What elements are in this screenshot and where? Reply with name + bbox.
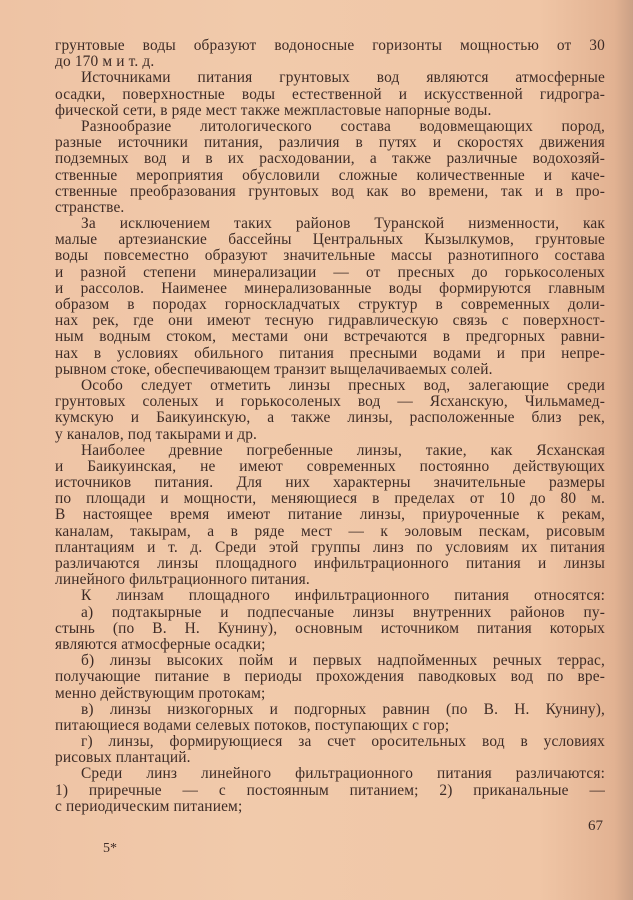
text-line: разные источники питания, различия в путях и скоростях движения [55, 134, 605, 152]
text-line: ственные мероприятия обусловили сложные количественные и каче- [55, 166, 605, 184]
text-line: фической сети, в ряде мест также межпластовые напорные воды. [55, 101, 492, 119]
text-line: За исключением таких районов Туранской низменности, как [81, 215, 605, 233]
text-line: осадки, поверхностные воды естественной и искусственной гидрогра- [55, 85, 605, 103]
signature-mark: 5* [103, 841, 117, 856]
text-line: получающие питание в периоды прохождения паводковых вод по вре- [55, 668, 605, 686]
text-line: Источниками питания грунтовых вод являются атмосферные [81, 69, 605, 87]
text-line: различаются линзы площадного инфильтрационного питания и линзы [55, 555, 605, 572]
text-line: малые артезианские бассейны Центральных Кызылкумов, грунтовые [55, 231, 605, 249]
text-line: г) линзы, формирующиеся за счет оросительных вод в условиях [81, 733, 605, 751]
text-line: до 170 м и т. д. [55, 53, 155, 71]
text-line: подземных вод и в их расходовании, а также различные водохозяй- [55, 150, 605, 168]
text-line: и Баикуинская, не имеют современных постоянно действующих [55, 457, 605, 475]
text-line: Среди линз линейного фильтрационного питания различаются: [81, 765, 605, 783]
text-line: источников питания. Для них характерны значительные размеры [55, 474, 605, 492]
text-line: грунтовые воды образуют водоносные горизонты мощностью от 30 [55, 37, 605, 54]
text-line: Наиболее древние погребенные линзы, такие, как Ясханская [81, 441, 605, 459]
text-line: воды повсеместно образуют значительные массы разнотипного состава [55, 247, 605, 265]
text-line: стынь (по В. Н. Кунину), основным источником питания которых [55, 619, 605, 637]
page-number: 67 [588, 818, 603, 834]
text-line: и рассолов. Наименее минерализованные воды формируются главным [55, 279, 605, 297]
text-line: плантациям и т. д. Среди этой группы линз по условиям их питания [55, 538, 605, 556]
text-line: нах рек, где они имеют тесную гидравлическую связь с поверхност- [55, 312, 605, 330]
text-line: а) подтакырные и подпесчаные линзы внутренних районов пу- [81, 603, 605, 621]
text-line: К линзам площадного инфильтрационного питания относятся: [81, 587, 605, 605]
text-line: б) линзы высоких пойм и первых надпойменных речных террас, [81, 652, 605, 670]
text-line: питающиеся водами селевых потоков, поступающих с гор; [55, 716, 450, 734]
text-line: странстве. [55, 198, 125, 216]
body-text [55, 38, 605, 815]
text-line: Особо следует отметить линзы пресных вод, залегающие среди [81, 376, 605, 394]
text-line: ственные преобразования грунтовых вод как во времени, так и в про- [55, 182, 605, 200]
text-line: с периодическим питанием; [55, 797, 243, 815]
text-line: ным водным стоком, местами они встречаются в предгорных равни- [55, 328, 605, 346]
text-line: нах в условиях обильного питания пресными водами и при непре- [55, 344, 605, 362]
text-line: в) линзы низкогорных и подгорных равнин (по В. Н. Кунину), [81, 700, 605, 718]
text-line: грунтовых соленых и горькосоленых вод — Ясханскую, Чильмамед- [55, 393, 605, 411]
text-line: рывном стоке, обеспечивающем транзит выщелачиваемых солей. [55, 360, 493, 378]
text-line: Разнообразие литологического состава водовмещающих пород, [81, 117, 605, 135]
text-line: рисовых плантаций. [55, 749, 191, 767]
text-line: образом в породах горноскладчатых структур в современных доли- [55, 296, 605, 313]
text-line: являются атмосферные осадки; [55, 635, 266, 653]
text-line: менно действующим протокам; [55, 684, 266, 702]
text-line: каналам, такырам, а в ряде мест — к эоловым пескам, рисовым [55, 522, 605, 540]
text-line: кумскую и Баикуинскую, а также линзы, расположенные близ рек, [55, 409, 605, 427]
text-line: 1) приречные — с постоянным питанием; 2) приканальные — [55, 781, 605, 799]
text-line: и разной степени минерализации — от пресных до горькосоленых [55, 263, 605, 281]
text-line: по площади и мощности, меняющиеся в пределах от 10 до 80 м. [55, 490, 605, 508]
text-line: В настоящее время имеют питание линзы, приуроченные к рекам, [55, 506, 605, 524]
text-line: линейного фильтрационного питания. [55, 571, 310, 589]
text-line: у каналов, под такырами и др. [55, 425, 258, 443]
